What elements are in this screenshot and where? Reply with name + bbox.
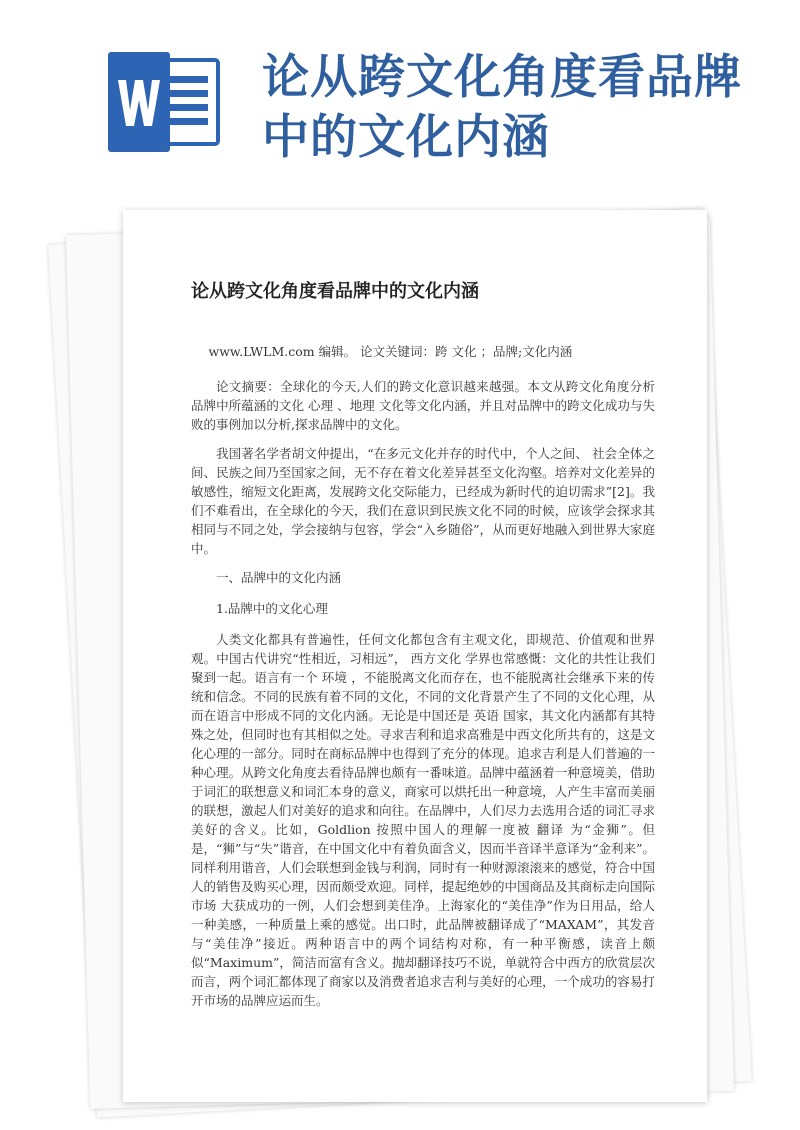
document-title: 论从跨文化角度看品牌中的文化内涵 — [191, 281, 479, 302]
subsection-heading: 1.品牌中的文化心理 — [216, 601, 328, 616]
document-content — [191, 280, 655, 1020]
document-page — [123, 210, 707, 1102]
main-title: 论从跨文化角度看品牌中的文化内涵 — [262, 50, 742, 165]
document-meta: www.LWLM.com 编辑。 论文关键词：跨 文化 ；品牌;文化内涵 — [208, 344, 573, 359]
word-document-icon — [108, 52, 220, 152]
intro-paragraph: 我国著名学者胡文仲提出，“在多元文化并存的时代中，个人之间、 社会全体之间、民族之间乃至国家之间，无不存在着文化差异甚至文化沟壑。培养对文化差异的敏感性，缩短文化距离，发展跨文化交际能力，已经成为新时代的迫切需求”[2]。我们不难看出，在全球化的今天，我们在意识到民族文化不同的时候，应该学会探求其相同与不同之处，学会接纳与包容，学会“入乡随俗”，从而更好地融入到世界大家庭中。 — [191, 446, 655, 556]
abstract-paragraph: 论文摘要：全球化的今天,人们的跨文化意识越来越强。本文从跨文化角度分析品牌中所蕴涵的文化 心理 、地理 文化等文化内涵，并且对品牌中的跨文化成功与失败的事例加以分析,探求品牌中的文化。 — [191, 379, 655, 432]
body-paragraph: 人类文化都具有普遍性，任何文化都包含有主观文化，即规范、价值观和世界观。中国古代讲究“性相近，习相远”， 西方文化 学界也常感慨：文化的共性让我们聚到一起。语言有一个 环境 ，不能脱离文化而存在，也不能脱离社会继承下来的传统和信念。不同的民族有着不同的文化，不同的文化背景产生了不同的文化心理，从而在语言中形成不同的文化内涵。无论是中国还是 英语 国家，其文化内涵都有其特殊之处，但同时也有其相似之处。寻求吉利和追求高雅是中西文化所共有的，这是文化心理的一部分。同时在商标品牌中也得到了充分的体现。追求吉利是人们普遍的一种心理。从跨文化角度去看待品牌也颇有一番味道。品牌中蕴涵着一种意境美，借助于词汇的联想意义和词汇本身的意义，商家可以烘托出一种意境，人产生丰富而美丽的联想，激起人们对美好的追求和向往。在品牌中，人们尽力去选用合适的词汇寻求美好的含义。比如，Goldlion 按照中国人的理解一度被 翻译 为“金狮”。但是，“狮”与“失”谐音，在中国文化中有着负面含义，因而半音译半意译为“金利来”。同样利用谐音，人们会联想到金钱与利润，同时有一种财源滚滚来的感觉，符合中国人的销售及购买心理，因而颇受欢迎。同样，提起绝妙的中国商品及其商标走向国际 市场 大获成功的一例，人们会想到美佳净。上海家化的“美佳净”作为日用品，给人一种美感，一种质量上乘的感觉。出口时，此品牌被翻译成了“MAXAM”，其发音与“美佳净”接近。两种语言中的两个词结构对称，有一种平衡感，读音上颇似“Maximum”，简洁而富有含义。抛却翻译技巧不说，单就符合中西方的欣赏层次而言，两个词汇都体现了商家以及消费者追求吉利与美好的心理，一个成功的容易打开市场的品牌应运而生。 — [191, 632, 655, 1008]
section-heading: 一、品牌中的文化内涵 — [216, 570, 342, 585]
